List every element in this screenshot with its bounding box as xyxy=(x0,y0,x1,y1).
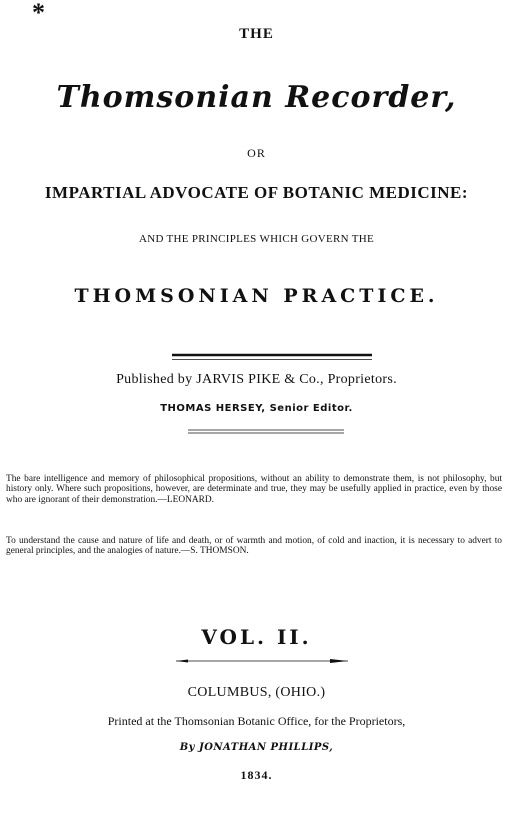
epigraph-thomson: To understand the cause and nature of life and death, or of warmth and motion, of cold and inaction, it is necessary to advert to general principles, and the analogies of nature.—S. THOMSON. xyxy=(6,536,502,557)
rule-bottom xyxy=(176,657,348,665)
corner-mark: * xyxy=(32,0,45,27)
epigraph-leonard: The bare intelligence and memory of philosophical propositions, without an ability to demonstrate them, is not philosophy, but history only. Where such propositions, however, are determinate and true, they may be usefully applied in practice, even by those who are ignorant of their demonstration.—LEONARD. xyxy=(6,474,502,505)
volume-number: VOL. II. xyxy=(201,625,312,649)
main-title: Thomsonian Recorder, xyxy=(56,80,457,115)
principles-line: AND THE PRINCIPLES WHICH GOVERN THE xyxy=(138,233,375,245)
city-line: COLUMBUS, (OHIO.) xyxy=(187,685,326,700)
year-line: 1834. xyxy=(240,768,273,782)
printer-line: By JONATHAN PHILLIPS, xyxy=(179,742,334,753)
practice-title: THOMSONIAN PRACTICE. xyxy=(74,285,439,307)
title-the: THE xyxy=(239,26,274,42)
printed-at-line: Printed at the Thomsonian Botanic Office, for the Proprietors, xyxy=(107,714,406,728)
subtitle: IMPARTIAL ADVOCATE OF BOTANIC MEDICINE: xyxy=(44,183,469,202)
rule-top xyxy=(172,352,372,362)
publisher-line: Published by JARVIS PIKE & Co., Proprietors. xyxy=(116,372,397,387)
title-or: OR xyxy=(247,146,266,160)
editor-line: THOMAS HERSEY, Senior Editor. xyxy=(160,403,353,414)
rule-middle xyxy=(188,428,344,436)
